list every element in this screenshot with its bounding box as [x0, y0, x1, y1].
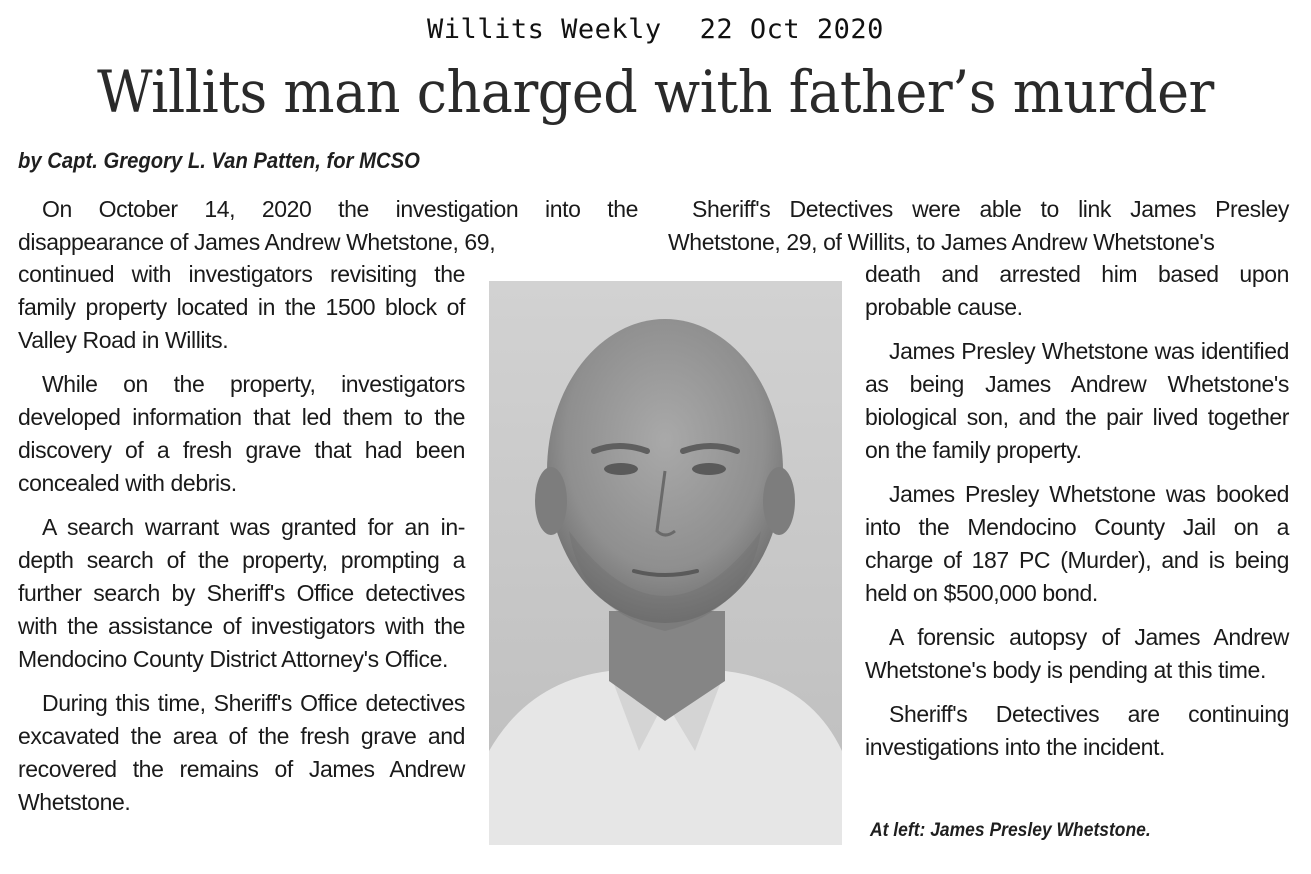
right-column-lead: Sheriff's Detectives were able to link James Presley Whetstone, 29, of Willits, to James Andrew Whetstone's — [668, 196, 1289, 255]
byline: by Capt. Gregory L. Van Patten, for MCSO — [18, 148, 420, 173]
right-paragraph-4: Sheriff's Detectives are continuing investigations into the incident. — [865, 701, 1289, 760]
portrait-illustration — [489, 281, 842, 845]
masthead-paper-name: Willits Weekly — [427, 14, 662, 45]
left-column — [18, 258, 465, 830]
left-paragraph-2: A search warrant was granted for an in-depth search of the property, prompting a further search by Sheriff's Office detectives with the assistance of investigators with the Mendocino County District Attorney's Office. — [18, 514, 465, 672]
photo-caption: At left: James Presley Whetstone. — [870, 820, 1151, 841]
headline: Willits man charged with father’s murder — [97, 58, 1214, 126]
right-paragraph-3: A forensic autopsy of James Andrew Whetstone's body is pending at this time. — [865, 624, 1289, 683]
right-lead-continuation: death and arrested him based upon probable cause. — [865, 261, 1289, 320]
right-paragraph-2: James Presley Whetstone was booked into the Mendocino County Jail on a charge of 187 PC (Murder), and is being held on $500,000 bond. — [865, 481, 1289, 606]
right-paragraph-1: James Presley Whetstone was identified as being James Andrew Whetstone's biological son, and the pair lived together on the family property. — [865, 338, 1289, 463]
left-paragraph-3: During this time, Sheriff's Office detectives excavated the area of the fresh grave and recovered the remains of James Andrew Whetstone. — [18, 690, 465, 815]
lead-paragraph-left-line-1: On October 14, 2020 the investigation into the disappearance of James Andrew Whetstone, 69, — [18, 196, 638, 255]
left-lead-continuation: continued with investigators revisiting the family property located in the 1500 block of Valley Road in Willits. — [18, 261, 465, 353]
masthead — [0, 14, 1311, 45]
portrait-photo — [489, 281, 842, 845]
right-column — [865, 258, 1289, 775]
left-paragraph-1: While on the property, investigators developed information that led them to the discovery of a fresh grave that had been concealed with debris. — [18, 371, 465, 496]
masthead-date: 22 Oct 2020 — [699, 14, 884, 45]
